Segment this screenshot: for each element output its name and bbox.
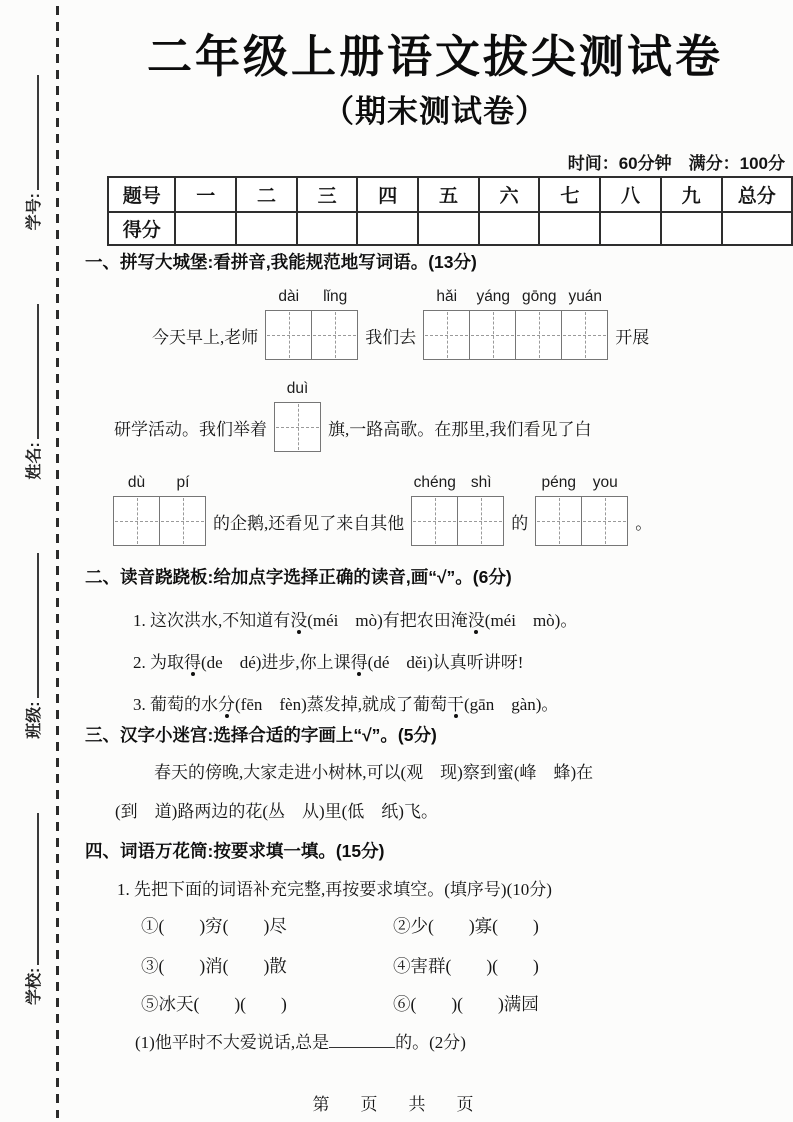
- write-grid-column: [411, 474, 458, 546]
- write-grid-column: [312, 288, 358, 360]
- write-grid-column: [113, 474, 160, 546]
- word-item-3: ③( )消( )散: [141, 956, 287, 976]
- section-two-heading: 二、读音跷跷板:给加点字选择正确的读音,画“√”。(6分): [85, 567, 512, 587]
- page-title: 二年级上册语文拔尖测试卷: [146, 31, 723, 82]
- word-item-4: ④害群( )( ): [393, 956, 539, 976]
- write-grid-column: [562, 288, 608, 360]
- write-grid-dai-ling: [265, 288, 358, 360]
- pinyin-label: you: [592, 474, 618, 491]
- write-grid-column: [458, 474, 504, 546]
- character-write-box: [457, 496, 504, 546]
- character-write-box: [159, 496, 206, 546]
- pinyin-label: gōng: [522, 288, 557, 305]
- dotted-char: 没: [290, 611, 308, 630]
- exam-time-and-score-meta: 时间：60分钟 满分：100分: [567, 154, 785, 173]
- col-header-2: 二: [236, 177, 297, 212]
- write-grid-cheng-shi: [411, 474, 504, 546]
- write-grid-peng-you: [535, 474, 628, 546]
- write-grid-dui: [274, 380, 321, 452]
- pinyin-label: yáng: [476, 288, 511, 305]
- character-write-box: [515, 310, 562, 360]
- pinyin-label: yuán: [568, 288, 603, 305]
- dotted-char: 分: [218, 695, 235, 714]
- pinyin-label: pí: [176, 474, 190, 491]
- write-grid-column: [470, 288, 516, 360]
- student-id-write-line: [24, 75, 39, 190]
- write-grid-hai-yang-gong-yuan: [423, 288, 608, 360]
- score-table-header-row: [108, 177, 792, 212]
- text-segment: 3. 葡萄的水: [133, 695, 218, 714]
- name-write-line: [24, 304, 39, 439]
- score-cell: [297, 212, 358, 245]
- sidebar-field-school: [21, 813, 44, 1005]
- score-table-score-row: [108, 212, 792, 245]
- pinyin-line-2: [114, 380, 592, 452]
- text-segment: (fēn fèn)蒸发掉,就成了葡萄: [235, 695, 447, 714]
- sentence-text: 旗,一路高歌。在那里,我们看见了白: [328, 419, 592, 439]
- col-header-5: 五: [418, 177, 479, 212]
- score-cell: [175, 212, 236, 245]
- sentence-text: 的: [511, 513, 529, 533]
- text-segment: (dé děi)认真听讲呀!: [367, 653, 524, 672]
- character-write-box: [411, 496, 458, 546]
- write-grid-du-pi: [113, 474, 206, 546]
- reading-item-2: [133, 648, 523, 673]
- character-write-box: [265, 310, 312, 360]
- col-header-4: 四: [357, 177, 418, 212]
- write-grid-column: [274, 380, 321, 452]
- text-segment: (gān gàn)。: [464, 695, 559, 714]
- word-row-1: [141, 913, 539, 938]
- word-item-1: ①( )穷( )尽: [141, 916, 287, 936]
- section-four-heading: 四、词语万花筒:按要求填一填。(15分): [85, 841, 385, 861]
- word-item-6: ⑥( )( )满园: [393, 994, 539, 1014]
- sidebar-field-name: [21, 304, 44, 479]
- write-grid-column: [160, 474, 206, 546]
- score-table-corner: 题号: [108, 177, 175, 212]
- score-cell: [479, 212, 540, 245]
- pinyin-line-1: [152, 288, 650, 360]
- sentence-text: 开展: [615, 327, 650, 347]
- sentence-text: 我们去: [365, 327, 417, 347]
- write-grid-column: [265, 288, 312, 360]
- pinyin-label: hǎi: [436, 288, 458, 305]
- section-one-heading: 一、拼写大城堡:看拼音,我能规范地写词语。(13分): [85, 252, 477, 272]
- character-write-box: [311, 310, 358, 360]
- score-cell: [539, 212, 600, 245]
- dotted-char: 得: [184, 653, 201, 672]
- write-grid-column: [423, 288, 470, 360]
- word-row-3: [141, 991, 539, 1016]
- maze-line-2: (到 道)路两边的花(丛 从)里(低 纸)飞。: [115, 802, 438, 821]
- text-segment: (1)他平时不大爱说话,总是: [135, 1033, 330, 1052]
- dotted-char: 干: [447, 695, 464, 714]
- text-segment: 2. 为取: [133, 653, 184, 672]
- page-footer: 第 页 共 页: [312, 1095, 481, 1114]
- write-grid-column: [535, 474, 582, 546]
- score-row-label: 得分: [108, 212, 175, 245]
- text-segment: (de dé)进步,你上课: [201, 653, 351, 672]
- sidebar-field-class: [21, 553, 44, 738]
- pinyin-label: dù: [127, 474, 146, 491]
- character-write-box: [561, 310, 608, 360]
- character-write-box: [469, 310, 516, 360]
- pinyin-label: shì: [470, 474, 492, 491]
- pinyin-label: dài: [278, 288, 300, 305]
- sentence-text: 的企鹅,还看见了来自其他: [213, 513, 405, 533]
- write-grid-column: [516, 288, 562, 360]
- col-header-6: 六: [479, 177, 540, 212]
- sentence-text: 。: [635, 513, 653, 533]
- pinyin-line-3: [113, 474, 653, 546]
- character-write-box: [535, 496, 582, 546]
- fill-blank-line: [135, 1028, 466, 1053]
- character-write-box: [113, 496, 160, 546]
- blank-underline: [329, 1033, 395, 1048]
- section-three-heading: 三、汉字小迷宫:选择合适的字画上“√”。(5分): [85, 725, 437, 745]
- text-segment: (méi mò)。: [484, 611, 578, 630]
- text-segment: 1. 这次洪水,不知道有: [133, 611, 291, 630]
- pinyin-label: duì: [286, 380, 309, 397]
- word-item-2: ②少( )寡( ): [393, 916, 539, 936]
- pinyin-label: lǐng: [323, 288, 348, 305]
- section-four-sub-heading: 1. 先把下面的词语补充完整,再按要求填空。(填序号)(10分): [117, 880, 552, 899]
- word-row-2: [141, 953, 539, 978]
- character-write-box: [274, 402, 321, 452]
- class-label: 班级:: [25, 701, 43, 739]
- text-segment: (méi mò)有把农田淹: [307, 611, 468, 630]
- maze-line-1: 春天的傍晚,大家走进小树林,可以(观 现)察到蜜(峰 蜂)在: [154, 763, 594, 782]
- col-header-3: 三: [297, 177, 358, 212]
- dotted-char: 得: [350, 653, 368, 672]
- sentence-text: 今天早上,老师: [152, 327, 259, 347]
- score-cell: [236, 212, 297, 245]
- col-header-total: 总分: [722, 177, 793, 212]
- reading-item-3: [133, 690, 558, 715]
- school-label: 学校:: [25, 967, 43, 1005]
- pinyin-label: chéng: [413, 474, 456, 491]
- class-write-line: [24, 553, 39, 698]
- school-write-line: [24, 813, 39, 965]
- score-cell: [600, 212, 661, 245]
- reading-item-1: [133, 606, 577, 631]
- write-grid-column: [582, 474, 628, 546]
- col-header-9: 九: [661, 177, 722, 212]
- text-segment: 的。(2分): [395, 1033, 466, 1052]
- character-write-box: [581, 496, 628, 546]
- dotted-char: 没: [467, 611, 485, 630]
- score-cell: [357, 212, 418, 245]
- pinyin-label: péng: [541, 474, 576, 491]
- col-header-8: 八: [600, 177, 661, 212]
- student-id-label: 学号:: [25, 193, 43, 231]
- name-label: 姓名:: [25, 442, 43, 480]
- score-cell: [418, 212, 479, 245]
- sidebar-field-student-id: [21, 75, 44, 230]
- sentence-text: 研学活动。我们举着: [114, 419, 267, 439]
- col-header-1: 一: [175, 177, 236, 212]
- col-header-7: 七: [539, 177, 600, 212]
- word-item-5: ⑤冰天( )( ): [141, 994, 287, 1014]
- page-subtitle: （期末测试卷）: [323, 94, 547, 129]
- score-table: [107, 176, 793, 246]
- score-cell: [661, 212, 722, 245]
- character-write-box: [423, 310, 470, 360]
- student-info-sidebar: [10, 75, 54, 1005]
- score-cell: [722, 212, 793, 245]
- page-fold-dashed-line: [56, 6, 59, 1118]
